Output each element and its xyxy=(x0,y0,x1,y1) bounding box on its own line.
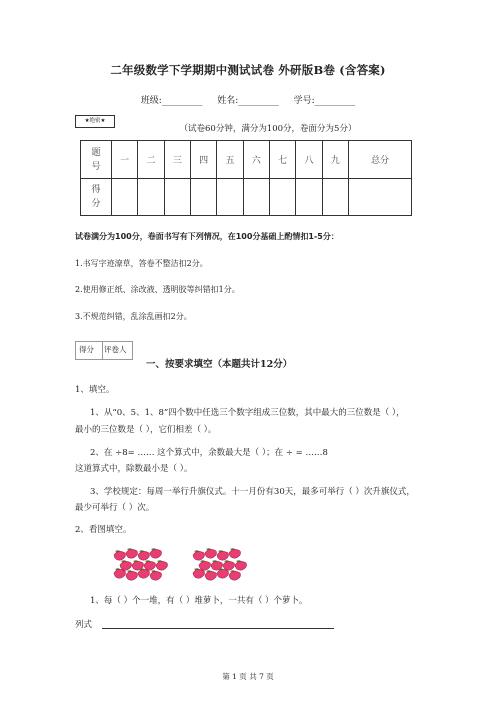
radish xyxy=(217,569,229,578)
radish xyxy=(126,549,138,558)
question-1-3-line1: 3、学校规定：每周一举行升旗仪式。十一月份有30天，最多可举行（ ）次升旗仪式， xyxy=(90,487,415,497)
radish xyxy=(114,569,126,578)
student-id-field[interactable]: 学号:_________ xyxy=(293,96,356,106)
score-cell[interactable] xyxy=(349,179,412,216)
score-label: 得 分 xyxy=(91,185,101,209)
radish-pile-icon xyxy=(193,548,247,580)
question-1-3-line2: 最少可举行（ ）次。 xyxy=(75,503,155,513)
radish xyxy=(138,569,150,578)
score-column-header: 八 xyxy=(296,141,322,179)
score-table-value-row xyxy=(81,179,412,216)
radish xyxy=(150,571,162,580)
grader-score-label: 得分 xyxy=(79,345,94,354)
score-cell[interactable] xyxy=(296,179,322,216)
score-column-header: 总分 xyxy=(349,141,412,179)
score-table-header-row xyxy=(81,141,412,179)
exam-note: （试卷60分钟，满分为100分，卷面分为5分） xyxy=(179,124,357,134)
radish-pile-icon xyxy=(114,548,168,580)
question-1-2-line2: 这道算式中，除数最小是（ ）。 xyxy=(75,464,193,474)
radish xyxy=(229,571,241,580)
rule-item: 3.不规范纠错，乱涂乱画扣2分。 xyxy=(75,312,192,321)
radish-pile-image xyxy=(191,545,251,581)
score-column-header: 四 xyxy=(190,141,216,179)
student-info-line xyxy=(0,93,496,106)
question-1-title: 1、填空。 xyxy=(75,385,115,395)
score-column-header: 六 xyxy=(243,141,269,179)
grader-box xyxy=(75,341,133,360)
score-column-header: 三 xyxy=(164,141,190,179)
score-column-header: 五 xyxy=(217,141,243,179)
rules-lead: 试卷满分为100分，卷面书写有下列情况，在100分基础上酌情扣1-5分： xyxy=(75,232,339,241)
rule-item: 2.使用修正纸、涂改液、透明胶等纠错扣1分。 xyxy=(75,285,240,294)
header-label: 题 号 xyxy=(91,147,101,172)
score-cell[interactable] xyxy=(164,179,190,216)
rule-item: 1.书写字迹潦草，答卷不整洁扣2分。 xyxy=(75,259,208,268)
confidential-badge: ★绝密★ xyxy=(75,115,115,128)
score-column-header: 一 xyxy=(112,141,138,179)
score-column-header: 七 xyxy=(269,141,295,179)
score-cell[interactable] xyxy=(112,179,138,216)
radish xyxy=(114,551,126,560)
radish xyxy=(144,561,156,570)
question-1-1-line1: 1、从“0、5、1、8”四个数中任选三个数字组成三位数，其中最大的三位数是（ ）， xyxy=(90,408,405,418)
radish xyxy=(150,549,162,558)
radish xyxy=(223,561,235,570)
formula-label: 列式 xyxy=(75,620,93,630)
question-2-1: 1、每（ ）个一堆，有（ ）堆萝卜，一共有（ ）个萝卜。 xyxy=(90,596,308,606)
formula-answer-line[interactable] xyxy=(102,628,334,629)
radish-pile-image xyxy=(112,545,172,581)
score-cell[interactable] xyxy=(269,179,295,216)
score-label-cell xyxy=(81,179,112,216)
page-footer: 第 1 页 共 7 页 xyxy=(222,672,274,681)
radish xyxy=(205,571,217,580)
score-cell[interactable] xyxy=(243,179,269,216)
radish xyxy=(138,551,150,560)
grader-marker-label: 评卷人 xyxy=(104,345,127,354)
radish xyxy=(193,569,205,578)
grader-divider xyxy=(102,342,103,359)
radish xyxy=(229,549,241,558)
score-column-header: 九 xyxy=(322,141,348,179)
radish xyxy=(120,561,132,570)
class-field[interactable]: 班级:_________ xyxy=(140,96,203,106)
radish xyxy=(199,561,211,570)
page-title: 二年级数学下学期期中测试试卷 外研版B卷 (含答案) xyxy=(110,63,386,77)
section-heading: 一、按要求填空（本题共计12分） xyxy=(146,359,293,370)
radish xyxy=(235,561,247,570)
name-field[interactable]: 姓名:_________ xyxy=(217,96,279,106)
score-cell[interactable] xyxy=(322,179,348,216)
header-label-cell xyxy=(81,141,112,179)
radish xyxy=(205,549,217,558)
score-column-header: 二 xyxy=(138,141,164,179)
radish xyxy=(217,551,229,560)
radish xyxy=(156,561,168,570)
question-2-title: 2、看图填空。 xyxy=(75,525,132,535)
radish xyxy=(126,571,138,580)
score-cell[interactable] xyxy=(217,179,243,216)
score-cell[interactable] xyxy=(138,179,164,216)
question-1-1-line2: 最小的三位数是（ ），它们相差（ ）。 xyxy=(75,425,217,435)
question-1-2-line1: 2、在 ÷8= …… 这个算式中，余数最大是（ ）；在 ÷ = ……8 xyxy=(90,448,328,458)
radish xyxy=(193,551,205,560)
score-cell[interactable] xyxy=(190,179,216,216)
score-table xyxy=(80,140,412,216)
